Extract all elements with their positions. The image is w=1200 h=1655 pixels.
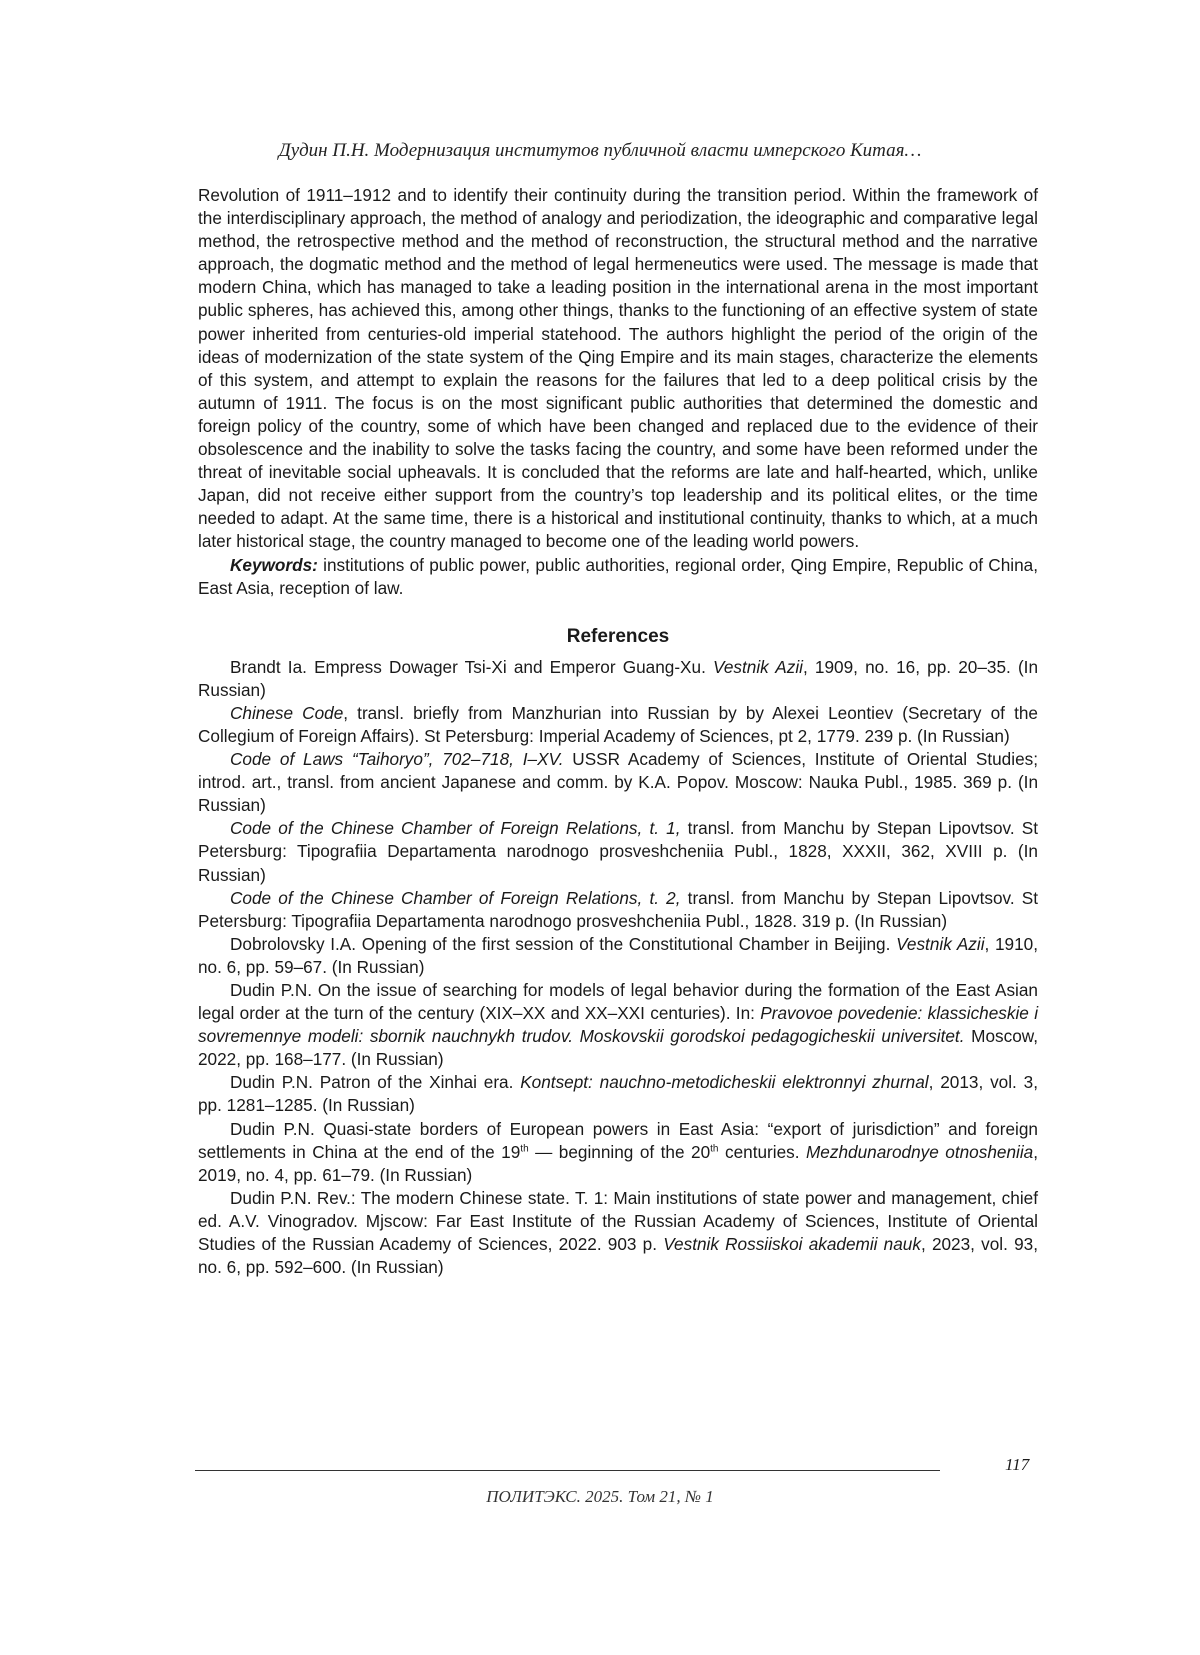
reference-item: Code of the Chinese Chamber of Foreign Relations, t. 2, transl. from Manchu by Stepan Lipovtsov. St Petersburg: Tipografiia Departamenta narodnogo prosveshcheniia Publ., 1828. 319 p. (In Russian) [198, 887, 1038, 931]
page-number: 117 [1005, 1455, 1030, 1474]
keywords-label: Keywords: [230, 554, 318, 575]
page-body [198, 184, 1038, 1279]
reference-item: Dudin P.N. Patron of the Xinhai era. Kontsept: nauchno-metodicheskii elektronnyi zhurnal, 2013, vol. 3, pp. 1281–1285. (In Russian) [198, 1072, 1038, 1116]
reference-item: Code of Laws “Taihoryo”, 702–718, I–XV. USSR Academy of Sciences, Institute of Oriental Studies; introd. art., transl. from ancient Japanese and comm. by K.A. Popov. Moscow: Nauka Publ., 1985. 369 p. (In Russian) [198, 749, 1038, 816]
journal-footer: ПОЛИТЭКС. 2025. Том 21, № 1 [486, 1487, 714, 1506]
keywords-text: institutions of public power, public authorities, regional order, Qing Empire, Republic of China, East Asia, reception of law. [198, 554, 1038, 598]
references-list [198, 656, 1038, 1280]
reference-item: Dudin P.N. Rev.: The modern Chinese state. T. 1: Main institutions of state power and management, chief ed. A.V. Vinogradov. Mjscow: Far East Institute of the Russian Academy of Sciences, Institute of Oriental Studies of the Russian Academy of Sciences, 2022. 903 p. Vestnik Rossiiskoi akademii nauk, 2023, vol. 93, no. 6, pp. 592–600. (In Russian) [198, 1187, 1038, 1278]
reference-item: Chinese Code, transl. briefly from Manzhurian into Russian by by Alexei Leontiev (Secretary of the Collegium of Foreign Affairs). St Petersburg: Imperial Academy of Sciences, pt 2, 1779. 239 p. (In Russian) [198, 702, 1038, 746]
abstract-paragraph: Revolution of 1911–1912 and to identify their continuity during the transition period. Within the framework of the interdisciplinary approach, the method of analogy and periodization, the ideographic and comparative legal method, the retrospective method and the method of reconstruction, the structural method and the narrative approach, the dogmatic method and the method of legal hermeneutics were used. The message is made that modern China, which has managed to take a leading position in the international arena in the most important public spheres, has achieved this, among other things, thanks to the functioning of an effective system of state power inherited from centuries-old imperial statehood. The authors highlight the period of the origin of the ideas of modernization of the state system of the Qing Empire and its main stages, characterize the elements of this system, and attempt to explain the reasons for the failures that led to a deep political crisis by the autumn of 1911. The focus is on the most significant public authorities that determined the domestic and foreign policy of the country, some of which have been changed and replaced due to the evidence of their obsolescence and the inability to solve the tasks facing the country, and some have been reformed under the threat of inevitable social upheavals. It is concluded that the reforms are late and half-hearted, which, unlike Japan, did not receive either support from the country’s top leadership and its political elites, or the time needed to adapt. At the same time, there is a historical and institutional continuity, thanks to which, at a much later historical stage, the country managed to become one of the leading world powers. [198, 185, 1038, 552]
abstract-section [198, 184, 1038, 600]
footer-rule [195, 1470, 940, 1471]
running-title: Дудин П.Н. Модернизация институтов публичной власти имперского Китая… [278, 140, 922, 161]
reference-item: Dudin P.N. On the issue of searching for models of legal behavior during the formation of the East Asian legal order at the turn of the century (XIX–XX and XX–XXI centuries). In: Pravovoe povedenie: klassicheskie i sovremennye modeli: sbornik nauchnykh trudov. Moskovskii gorodskoi pedagogicheskii universitet. Moscow, 2022, pp. 168–177. (In Russian) [198, 980, 1039, 1070]
reference-item: Dobrolovsky I.A. Opening of the first session of the Constitutional Chamber in Beijing. Vestnik Azii, 1910, no. 6, pp. 59–67. (In Russian) [198, 933, 1039, 977]
reference-item: Brandt Ia. Empress Dowager Tsi-Xi and Emperor Guang-Xu. Vestnik Azii, 1909, no. 16, pp. 20–35. (In Russian) [198, 656, 1039, 700]
reference-item: Dudin P.N. Quasi-state borders of European powers in East Asia: “export of jurisdiction” and foreign settlements in China at the end of the 19th — beginning of the 20th centuries. Mezhdunarodnye otnosheniia, 2019, no. 4, pp. 61–79. (In Russian) [198, 1118, 1038, 1185]
keywords-paragraph [198, 554, 1038, 600]
reference-item: Code of the Chinese Chamber of Foreign Relations, t. 1, transl. from Manchu by Stepan Lipovtsov. St Petersburg: Tipografiia Departamenta narodnogo prosveshcheniia Publ., 1828, XXXII, 362, XVIII p. (In Russian) [198, 818, 1038, 885]
references-heading: References [566, 625, 670, 647]
